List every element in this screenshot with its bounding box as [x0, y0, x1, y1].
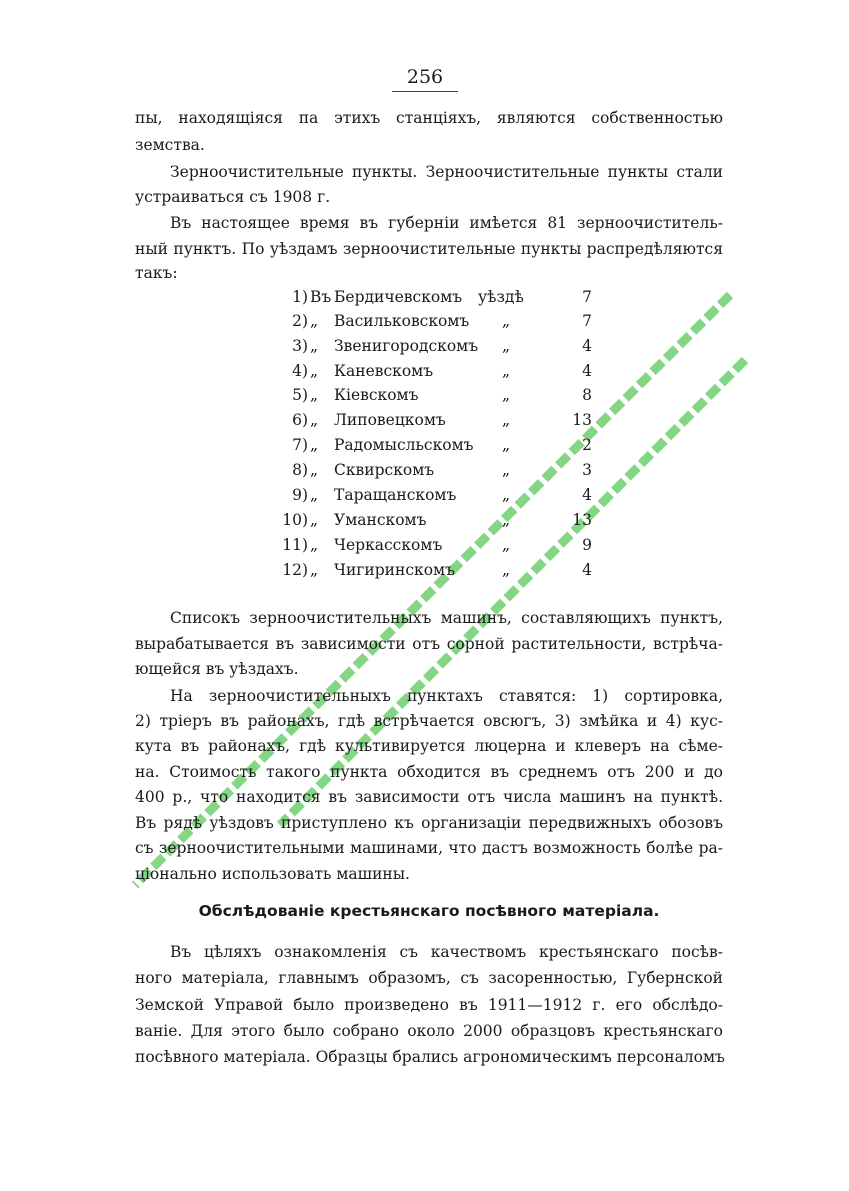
item-number: 9) — [292, 486, 308, 504]
list-item — [250, 434, 610, 456]
text-line: ного матеріала, главнымъ образомъ, съ засоренностью, Губернской — [135, 969, 723, 987]
text-line: ющейся въ уѣздахъ. — [135, 660, 299, 678]
text-line: ваніе. Для этого было собрано около 2000 образцовъ крестьянскаго — [135, 1022, 723, 1040]
list-item — [250, 360, 610, 382]
item-count: 4 — [582, 337, 592, 355]
item-number: 7) — [292, 436, 308, 454]
item-prefix: „ — [310, 362, 319, 380]
text-line: ный пунктъ. По уѣздамъ зерноочистительные пункты распредѣляются — [135, 240, 723, 258]
item-number: 11) — [282, 536, 308, 554]
item-prefix: „ — [310, 411, 319, 429]
item-count: 4 — [582, 561, 592, 579]
text-line: кута въ районахъ, гдѣ культивируется люцерна и клеверъ на сѣме- — [135, 737, 723, 755]
text-line: посѣвного матеріала. Образцы брались агрономическимъ персоналомъ — [135, 1048, 725, 1066]
item-number: 10) — [282, 511, 308, 529]
text-line: Въ цѣляхъ ознакомленія съ качествомъ крестьянскаго посѣв- — [170, 943, 723, 961]
item-count: 4 — [582, 362, 592, 380]
list-item — [250, 286, 610, 308]
item-district: Радомысльскомъ — [334, 436, 474, 454]
item-ditto: „ — [502, 486, 511, 504]
item-prefix: Въ — [310, 288, 332, 306]
list-item — [250, 509, 610, 531]
item-district: Каневскомъ — [334, 362, 434, 380]
list-item — [250, 534, 610, 556]
item-number: 1) — [292, 288, 308, 306]
text-line: 2) тріеръ въ районахъ, гдѣ встрѣчается овсюгъ, 3) змѣйка и 4) кус- — [135, 712, 723, 730]
item-ditto: „ — [502, 511, 511, 529]
item-number: 2) — [292, 312, 308, 330]
item-district: Бердичевскомъ — [334, 288, 463, 306]
text-line: земства. — [135, 136, 205, 154]
text-line: пы, находящіяся па этихъ станціяхъ, являются собственностью — [135, 109, 723, 127]
text-line: Списокъ зерноочистительныхъ машинъ, составляющихъ пунктъ, — [170, 609, 723, 627]
item-district: Кіевскомъ — [334, 386, 419, 404]
page-number: 256 — [406, 66, 444, 88]
item-district: Таращанскомъ — [334, 486, 457, 504]
item-district: Уманскомъ — [334, 511, 427, 529]
item-prefix: „ — [310, 337, 319, 355]
text-line: ціонально использовать машины. — [135, 865, 410, 883]
item-district: Черкасскомъ — [334, 536, 443, 554]
item-prefix: „ — [310, 386, 319, 404]
list-item — [250, 335, 610, 357]
text-line: 400 р., что находится въ зависимости отъ числа машинъ на пунктѣ. — [135, 788, 723, 806]
item-ditto: „ — [502, 386, 511, 404]
item-count: 9 — [582, 536, 592, 554]
item-ditto: „ — [502, 436, 511, 454]
item-count: 13 — [572, 511, 592, 529]
item-prefix: „ — [310, 486, 319, 504]
text-line: вырабатывается въ зависимости отъ сорной растительности, встрѣча- — [135, 635, 723, 653]
item-prefix: „ — [310, 561, 319, 579]
list-item — [250, 459, 610, 481]
item-number: 3) — [292, 337, 308, 355]
item-ditto: „ — [502, 337, 511, 355]
list-item — [250, 310, 610, 332]
item-count: 4 — [582, 486, 592, 504]
item-ditto: „ — [502, 312, 511, 330]
item-ditto: „ — [502, 362, 511, 380]
text-line: на. Стоимость такого пункта обходится въ среднемъ отъ 200 и до — [135, 763, 723, 781]
item-count: 3 — [582, 461, 592, 479]
item-number: 8) — [292, 461, 308, 479]
item-district: Липовецкомъ — [334, 411, 446, 429]
text-line: На зерноочистительныхъ пунктахъ ставятся: 1) сортировка, — [170, 687, 723, 705]
list-item — [250, 409, 610, 431]
item-ditto: „ — [502, 561, 511, 579]
list-item — [250, 559, 610, 581]
text-line: Зерноочистительные пункты. Зерноочистительные пункты стали — [170, 163, 723, 181]
item-prefix: „ — [310, 436, 319, 454]
item-number: 6) — [292, 411, 308, 429]
text-line: Въ настоящее время въ губерніи имѣется 81 зерноочиститель- — [170, 214, 723, 232]
text-line: устраиваться съ 1908 г. — [135, 188, 331, 206]
item-district: Чигиринскомъ — [334, 561, 455, 579]
list-item — [250, 484, 610, 506]
item-ditto: „ — [502, 411, 511, 429]
item-number: 12) — [282, 561, 308, 579]
item-prefix: „ — [310, 511, 319, 529]
text-line: Земской Управой было произведено въ 1911—1912 г. его обслѣдо- — [135, 996, 723, 1014]
item-count: 13 — [572, 411, 592, 429]
item-prefix: „ — [310, 461, 319, 479]
item-count: 7 — [582, 312, 592, 330]
item-count: 2 — [582, 436, 592, 454]
item-ditto: „ — [502, 461, 511, 479]
text-line: съ зерноочистительными машинами, что дастъ возможность болѣе ра- — [135, 839, 723, 857]
item-number: 4) — [292, 362, 308, 380]
text-line: такъ: — [135, 264, 178, 282]
item-ditto: „ — [502, 536, 511, 554]
item-count: 8 — [582, 386, 592, 404]
item-ditto: уѣздѣ — [478, 288, 524, 306]
item-prefix: „ — [310, 536, 319, 554]
item-district: Звенигородскомъ — [334, 337, 479, 355]
section-heading: Обслѣдованіе крестьянскаго посѣвного матеріала. — [198, 902, 660, 920]
item-district: Васильковскомъ — [334, 312, 470, 330]
item-prefix: „ — [310, 312, 319, 330]
item-district: Сквирскомъ — [334, 461, 435, 479]
text-line: Въ рядѣ уѣздовъ приступлено къ организаціи передвижныхъ обозовъ — [135, 814, 723, 832]
item-count: 7 — [582, 288, 592, 306]
page-number-rule — [392, 91, 458, 92]
list-item — [250, 384, 610, 406]
item-number: 5) — [292, 386, 308, 404]
